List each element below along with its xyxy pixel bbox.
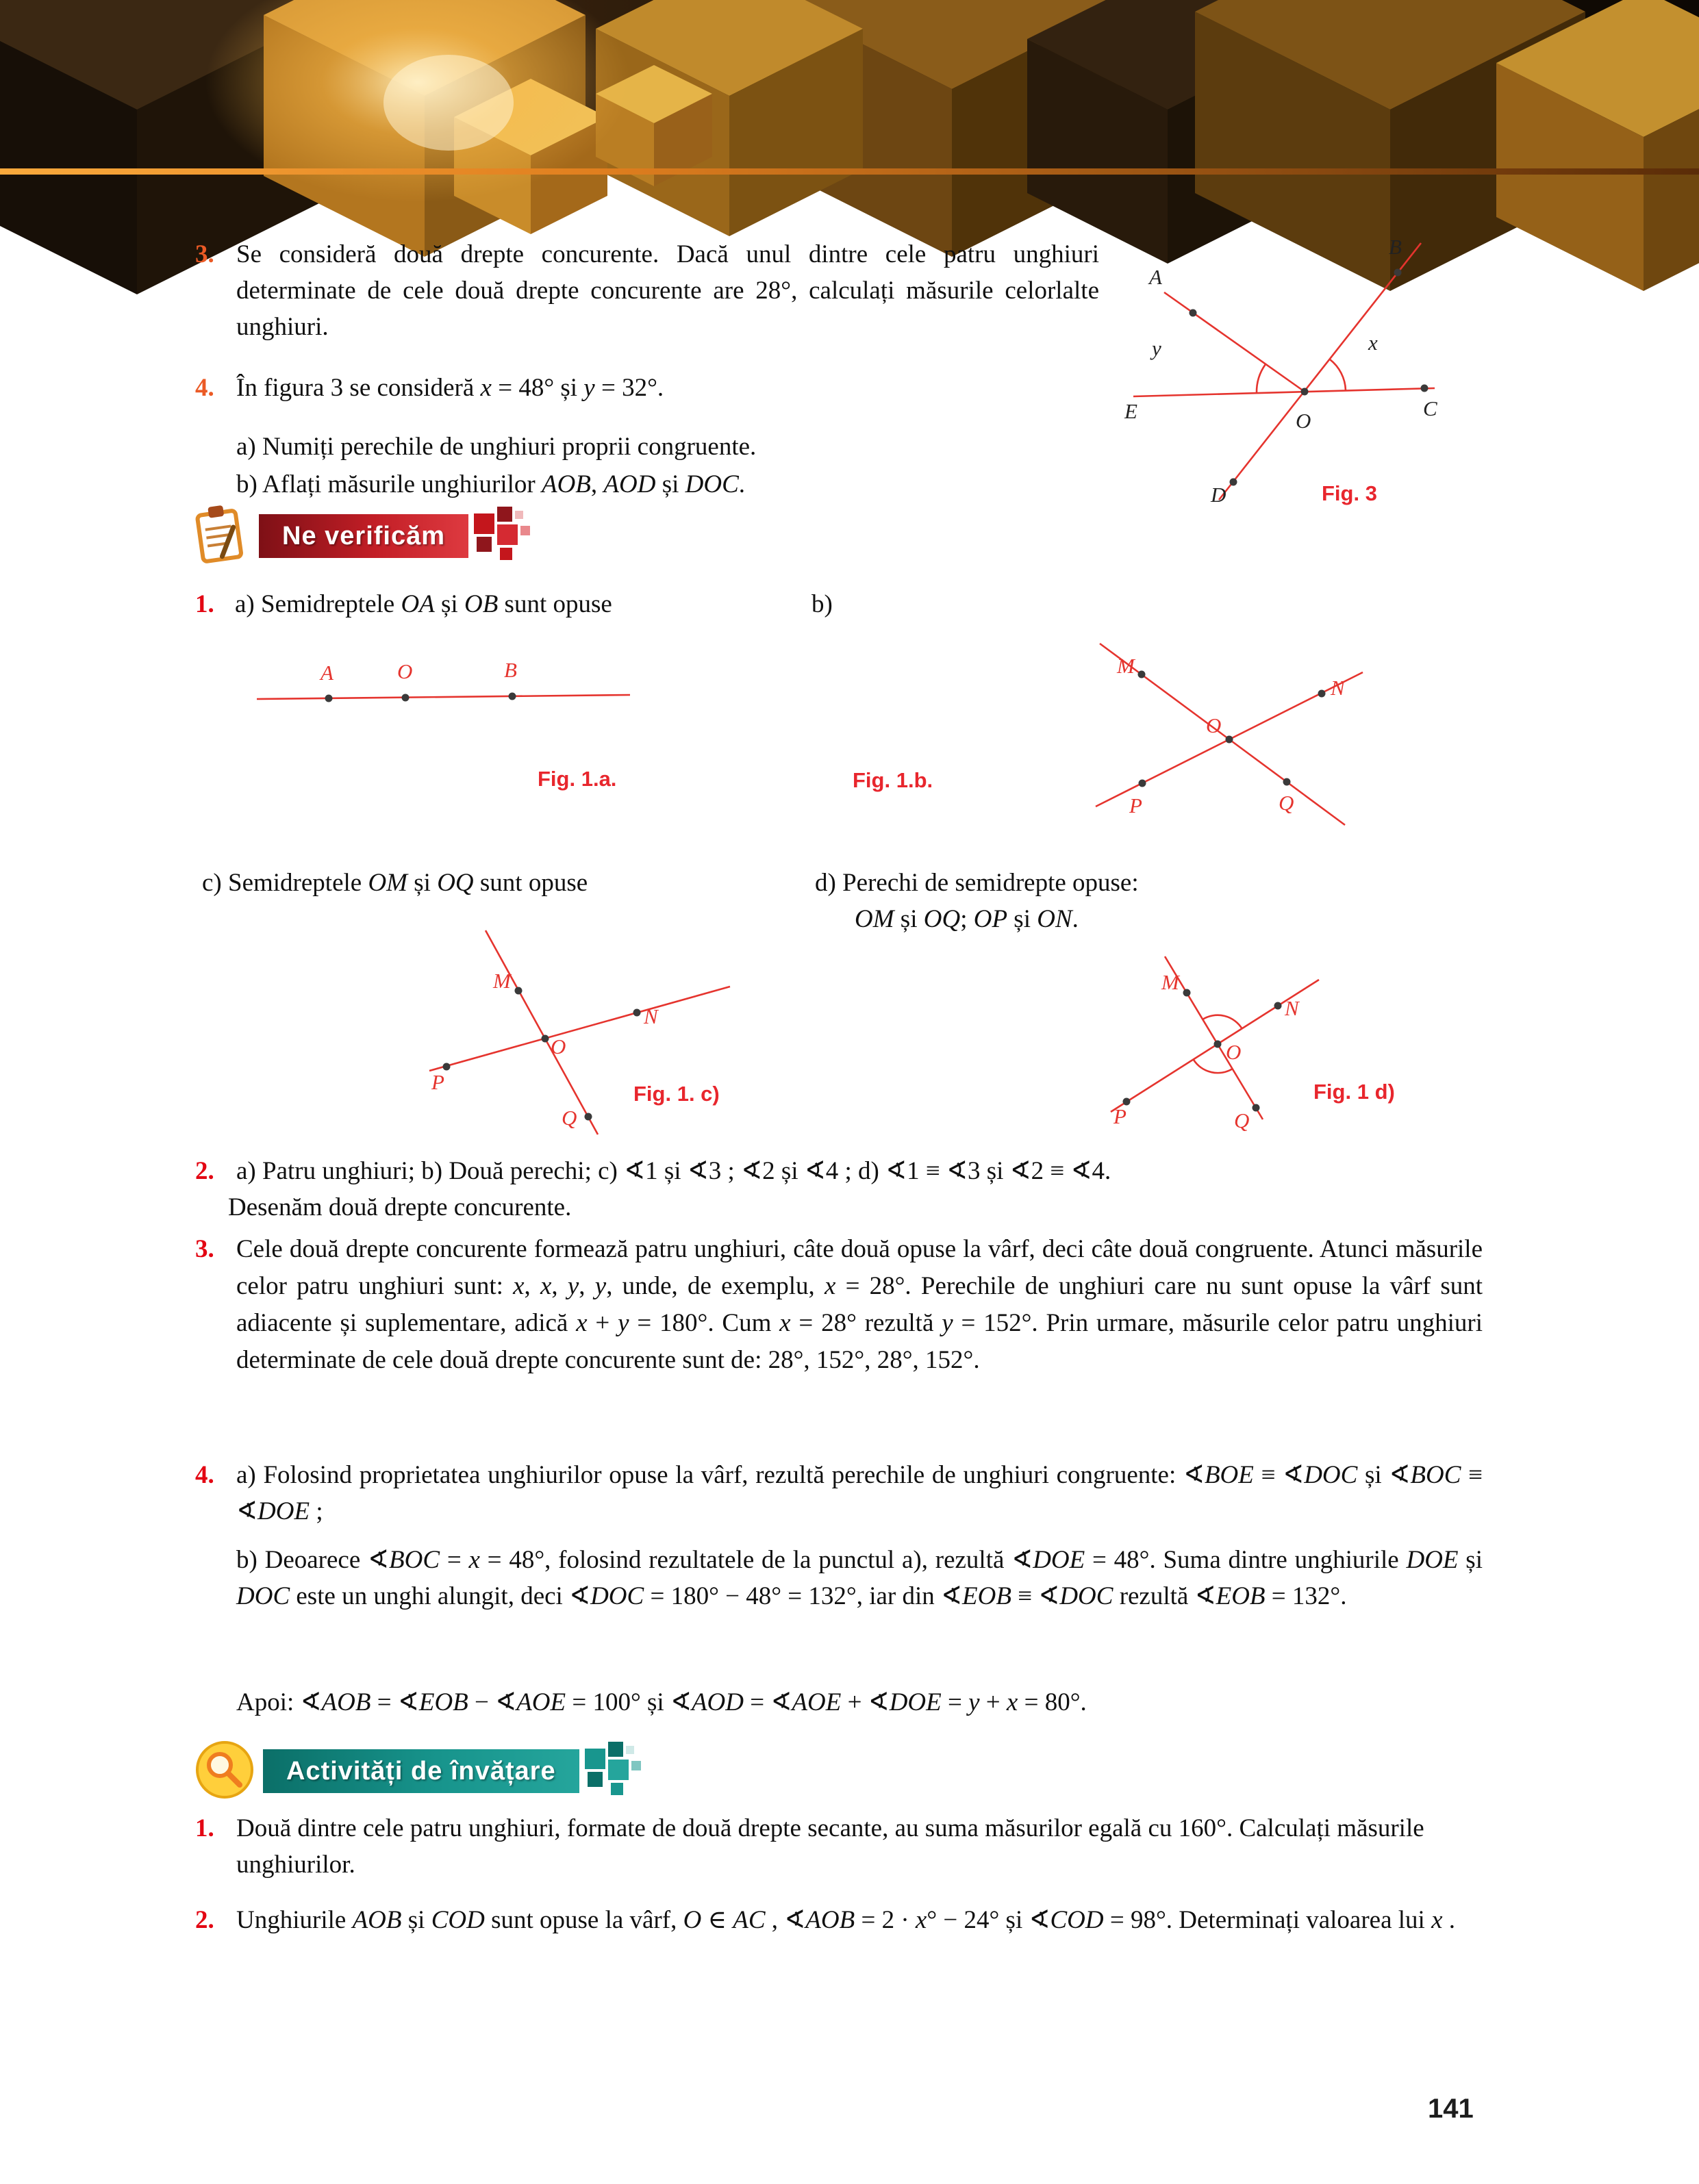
point-label-P: P xyxy=(1129,793,1142,817)
point-label-M: M xyxy=(1161,970,1179,994)
verify-banner-title: Ne verificăm xyxy=(282,521,446,550)
point-O xyxy=(1301,388,1309,396)
point-label-O: O xyxy=(551,1034,566,1058)
activity-1-text: Două dintre cele patru unghiuri, formate de două drepte secante, au suma măsurilor egală cu 160°. Calculați măsurile unghiurilor. xyxy=(236,1814,1424,1879)
angle-label-y: y xyxy=(1152,336,1161,360)
point-label-O: O xyxy=(1296,409,1311,433)
verify-answer-1a: a) Semidreptele OA și OB sunt opuse xyxy=(235,590,612,618)
point-N xyxy=(1318,690,1326,698)
section-banner-verify xyxy=(185,505,533,567)
figure-3-caption: Fig. 3 xyxy=(1322,481,1377,505)
point-O xyxy=(1226,736,1233,744)
verify-answer-1c: c) Semidreptele OM și OQ sunt opuse xyxy=(202,869,588,897)
point-label-N: N xyxy=(1285,996,1299,1020)
point-label-M: M xyxy=(493,969,511,993)
point-O xyxy=(1214,1041,1222,1048)
line-AOB xyxy=(257,695,630,699)
activities-banner-title: Activități de învățare xyxy=(286,1756,556,1786)
point-label-B: B xyxy=(504,658,517,682)
point-label-P: P xyxy=(1113,1104,1127,1128)
point-label-Q: Q xyxy=(1234,1108,1250,1132)
line-NP xyxy=(429,987,730,1071)
angle-arc-x xyxy=(1330,359,1346,390)
activity-2 xyxy=(195,1902,1469,1938)
point-label-Q: Q xyxy=(1279,791,1294,815)
point-label-O: O xyxy=(397,659,413,683)
point-O xyxy=(402,694,410,702)
point-M xyxy=(515,987,523,995)
point-B xyxy=(509,693,516,700)
figure-1b-drawing xyxy=(1072,592,1462,832)
line-MQ xyxy=(486,930,598,1134)
point-P xyxy=(443,1063,451,1071)
verify-answer-1-number: 1. xyxy=(195,590,214,618)
page-number: 141 xyxy=(1428,2094,1474,2124)
point-O xyxy=(542,1035,549,1043)
point-N xyxy=(633,1009,641,1017)
point-Q xyxy=(585,1113,592,1121)
figure-1c-caption: Fig. 1. c) xyxy=(633,1082,720,1106)
line-EC xyxy=(1133,388,1435,396)
point-A xyxy=(325,695,333,702)
light-glow-core xyxy=(383,55,514,151)
figure-1a xyxy=(247,640,657,798)
problem-4-number: 4. xyxy=(195,374,214,402)
verify-answer-4a xyxy=(195,1457,1483,1529)
point-label-P: P xyxy=(431,1070,444,1094)
point-label-N: N xyxy=(1331,676,1345,700)
mosaic-decoration-red xyxy=(474,507,533,566)
verify-answer-3-number: 3. xyxy=(195,1235,214,1263)
point-label-O: O xyxy=(1206,713,1222,737)
point-label-O: O xyxy=(1226,1040,1242,1064)
verify-answer-2-line1: a) Patru unghiuri; b) Două perechi; c) ∢1 și ∢3 ; ∢2 și ∢4 ; d) ∢1 ≡ ∢3 și ∢2 ≡ ∢4. xyxy=(236,1157,1111,1185)
activity-2-text: Unghiurile AOB și COD sunt opuse la vârf, O ∈ AC , ∢AOB = 2 · x° − 24° și ∢COD = 98°. Determinați valoarea lui x . xyxy=(236,1906,1456,1934)
ray-OA xyxy=(1164,292,1305,392)
line-MQ xyxy=(1165,956,1263,1119)
clipboard-icon xyxy=(185,502,253,570)
verify-answer-4c-text: Apoi: ∢AOB = ∢EOB − ∢AOE = 100° și ∢AOD = ∢AOE + ∢DOE = y + x = 80°. xyxy=(236,1688,1087,1716)
verify-answer-1d-line1: d) Perechi de semidrepte opuse: xyxy=(815,869,1139,897)
point-Q xyxy=(1283,778,1291,786)
activity-2-number: 2. xyxy=(195,1906,214,1934)
problem-4a: a) Numiți perechile de unghiuri proprii congruente. xyxy=(236,433,757,461)
header-bottom-strip xyxy=(0,168,1699,175)
verify-answer-3-text: Cele două drepte concurente formează patru unghiuri, câte două opuse la vârf, deci câte două congruente. Atunci măsurile celor patru unghiuri sunt: x, x, y, y, unde, de exemplu, x = 28°. Perechile de unghiuri care nu sunt opuse la vârf sunt adiacente și suplementare, adică x + y = 180°. Cum x = 28° rezultă y = 152°. Prin urmare, măsurile celor patru unghiuri determinate de cele două drepte concurente sunt de: 28°, 152°, 28°, 152°. xyxy=(236,1235,1483,1374)
point-label-M: M xyxy=(1117,654,1135,678)
verify-banner-bar xyxy=(259,514,468,558)
verify-answer-4-number: 4. xyxy=(195,1461,214,1489)
problem-4 xyxy=(195,370,1099,406)
point-label-A: A xyxy=(320,661,333,685)
verify-answer-1d-line2: OM și OQ; OP și ON. xyxy=(855,905,1079,933)
problem-3-text: Se consideră două drepte concurente. Dacă unul dintre cele patru unghiuri determinate de cele două drepte concurente are 28°, calculați măsurile celorlalte unghiuri. xyxy=(236,240,1099,341)
figure-1d-drawing xyxy=(1055,914,1472,1150)
point-N xyxy=(1274,1002,1282,1010)
point-label-C: C xyxy=(1423,396,1437,420)
magnifier-icon xyxy=(192,1737,257,1806)
point-label-Q: Q xyxy=(562,1106,577,1130)
upper-angle-arc xyxy=(1203,1015,1242,1029)
figure-1a-caption: Fig. 1.a. xyxy=(538,767,617,791)
figure-1b-caption: Fig. 1.b. xyxy=(853,768,933,792)
angle-arc-y xyxy=(1257,364,1266,393)
mosaic-decoration-teal xyxy=(585,1742,644,1801)
point-label-A: A xyxy=(1149,265,1162,289)
angle-label-x: x xyxy=(1368,331,1378,355)
figure-1d-caption: Fig. 1 d) xyxy=(1313,1080,1395,1104)
activity-1-number: 1. xyxy=(195,1814,214,1842)
activity-1 xyxy=(195,1810,1469,1883)
figure-3 xyxy=(1116,229,1472,510)
point-D xyxy=(1230,479,1237,486)
verify-answer-1b-label: b) xyxy=(811,590,833,618)
point-M xyxy=(1138,671,1146,678)
point-Q xyxy=(1253,1104,1260,1112)
figure-1a-drawing xyxy=(247,640,657,729)
figure-1d xyxy=(1055,914,1472,1150)
header-art xyxy=(0,0,1699,175)
verify-answer-2 xyxy=(195,1153,1483,1226)
point-label-D: D xyxy=(1211,483,1226,507)
point-C xyxy=(1421,385,1429,392)
problem-4b: b) Aflați măsurile unghiurilor AOB, AOD și DOC. xyxy=(236,470,746,498)
point-P xyxy=(1139,780,1146,787)
point-label-B: B xyxy=(1389,235,1402,259)
problem-4-intro: În figura 3 se consideră x = 48° și y = 32°. xyxy=(236,374,664,402)
line-BD xyxy=(1219,243,1421,500)
verify-answer-2-line2: Desenăm două drepte concurente. xyxy=(228,1193,572,1221)
point-A xyxy=(1190,309,1197,317)
verify-answer-4b-text: b) Deoarece ∢BOC = x = 48°, folosind rezultatele de la punctul a), rezultă ∢DOE = 48°. Suma dintre unghiurile DOE și DOC este un unghi alungit, deci ∢DOC = 180° − 48° = 132°, iar din ∢EOB ≡ ∢DOC rezultă ∢EOB = 132°. xyxy=(236,1546,1483,1610)
problem-3 xyxy=(195,236,1099,345)
figure-1c xyxy=(322,914,760,1140)
point-M xyxy=(1183,989,1191,997)
verify-answer-4a-text: a) Folosind proprietatea unghiurilor opuse la vârf, rezultă perechile de unghiuri congruente: ∢BOE ≡ ∢DOC și ∢BOC ≡ ∢DOE ; xyxy=(236,1461,1483,1525)
verify-answer-3 xyxy=(195,1231,1483,1379)
section-banner-activities xyxy=(192,1740,644,1802)
point-B xyxy=(1394,269,1402,277)
point-label-E: E xyxy=(1124,399,1137,423)
header-art-canvas xyxy=(0,0,1699,175)
activities-banner-bar xyxy=(263,1749,579,1793)
problem-3-number: 3. xyxy=(195,240,214,268)
figure-1b xyxy=(1072,592,1462,832)
verify-answer-2-number: 2. xyxy=(195,1157,214,1185)
point-label-N: N xyxy=(644,1004,658,1028)
